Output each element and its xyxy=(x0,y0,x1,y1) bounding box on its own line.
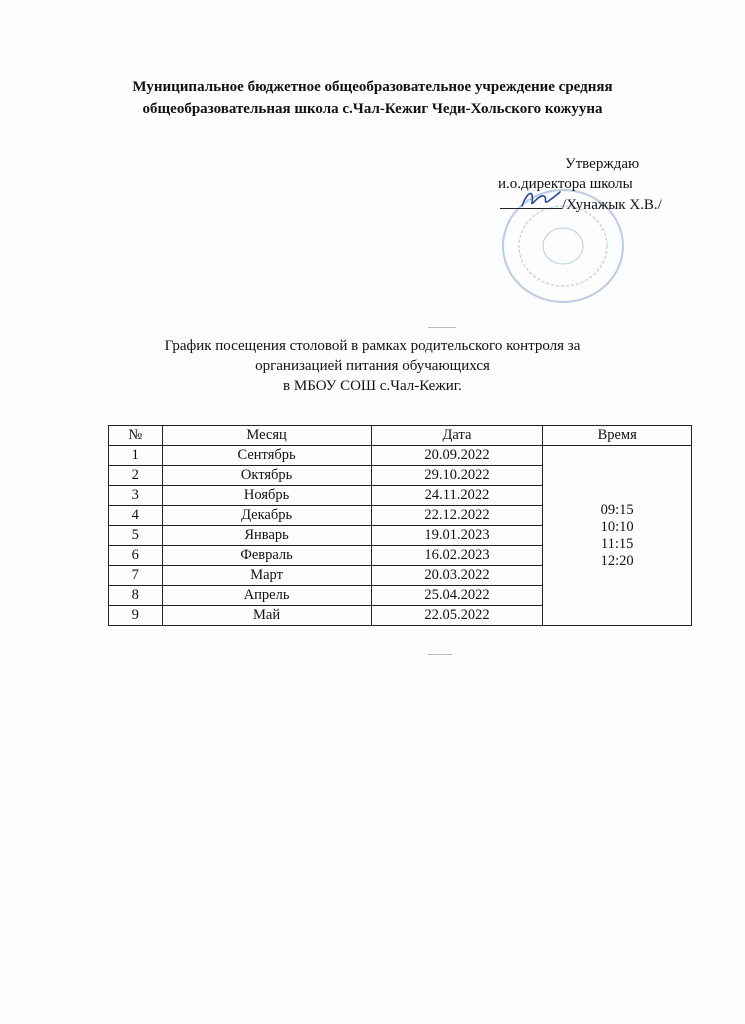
row-date: 20.09.2022 xyxy=(371,446,543,466)
signature-row xyxy=(470,194,710,215)
row-number: 3 xyxy=(109,486,163,506)
row-number: 9 xyxy=(109,606,163,626)
row-date: 22.12.2022 xyxy=(371,506,543,526)
row-month: Ноябрь xyxy=(162,486,371,506)
column-header-month: Месяц xyxy=(162,426,371,446)
row-number: 2 xyxy=(109,466,163,486)
row-number: 1 xyxy=(109,446,163,466)
row-month: Сентябрь xyxy=(162,446,371,466)
approver-position: и.о.директора школы xyxy=(498,176,633,192)
approver-name: /Хунажык Х.В./ xyxy=(562,197,662,213)
row-month: Февраль xyxy=(162,546,371,566)
handwritten-signature-icon xyxy=(518,186,562,212)
document-title xyxy=(0,336,745,396)
visit-time: 11:15 xyxy=(600,535,634,552)
title-line-1: График посещения столовой в рамках родительского контроля за xyxy=(164,338,581,354)
row-number: 5 xyxy=(109,526,163,546)
table-row xyxy=(109,446,692,466)
row-month: Март xyxy=(162,566,371,586)
row-month: Апрель xyxy=(162,586,371,606)
visit-time: 09:15 xyxy=(600,501,634,518)
scan-mark xyxy=(428,327,456,328)
schedule-table xyxy=(108,425,692,626)
row-date: 29.10.2022 xyxy=(371,466,543,486)
column-header-time: Время xyxy=(543,426,692,446)
row-number: 6 xyxy=(109,546,163,566)
row-date: 20.03.2022 xyxy=(371,566,543,586)
row-number: 7 xyxy=(109,566,163,586)
approve-word: Утверждаю xyxy=(565,156,640,172)
visit-times-cell xyxy=(543,446,692,626)
scan-mark xyxy=(428,654,452,655)
row-date: 19.01.2023 xyxy=(371,526,543,546)
column-header-date: Дата xyxy=(371,426,543,446)
row-month: Декабрь xyxy=(162,506,371,526)
header-line-1: Муниципальное бюджетное общеобразовательное учреждение средняя xyxy=(132,79,613,95)
title-line-3: в МБОУ СОШ с.Чал-Кежиг. xyxy=(283,378,462,394)
row-date: 25.04.2022 xyxy=(371,586,543,606)
row-date: 24.11.2022 xyxy=(371,486,543,506)
row-month: Октябрь xyxy=(162,466,371,486)
row-date: 16.02.2023 xyxy=(371,546,543,566)
row-date: 22.05.2022 xyxy=(371,606,543,626)
row-month: Январь xyxy=(162,526,371,546)
header-line-2: общеобразовательная школа с.Чал-Кежиг Чеди-Хольского кожууна xyxy=(142,101,603,117)
title-line-2: организацией питания обучающихся xyxy=(255,358,490,374)
visit-time: 12:20 xyxy=(600,552,634,569)
approval-block xyxy=(470,154,710,215)
column-header-number: № xyxy=(109,426,163,446)
visit-time: 10:10 xyxy=(600,518,634,535)
row-number: 8 xyxy=(109,586,163,606)
row-number: 4 xyxy=(109,506,163,526)
table-header-row xyxy=(109,426,692,446)
school-header xyxy=(0,76,745,120)
row-month: Май xyxy=(162,606,371,626)
